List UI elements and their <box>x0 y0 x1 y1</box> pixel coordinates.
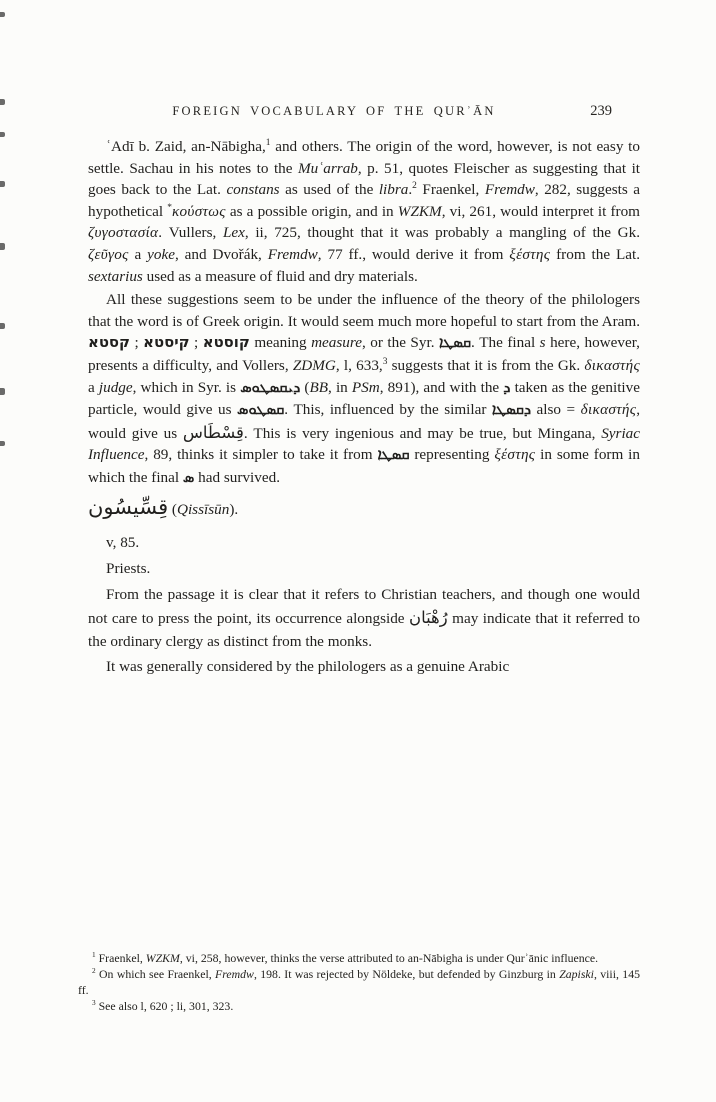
text-run: קיסטא <box>143 333 190 352</box>
text-run: Fremdw <box>484 181 535 199</box>
text-run: ( <box>300 378 310 396</box>
page-number: 239 <box>590 103 612 119</box>
entry-verse-reference: v, 85. <box>106 533 140 551</box>
text-run: ξέστης <box>494 446 536 464</box>
text-run: in some form in which the final <box>88 446 640 486</box>
text-run: , 282, suggests a hypothetical <box>88 181 640 220</box>
text-run: yoke <box>147 245 175 263</box>
text-run: here, however, presents a difficulty, and Vollers, <box>88 334 640 374</box>
text-run: , 89, thinks it simpler to take it from <box>144 446 378 464</box>
text-run: κούστως <box>171 202 226 220</box>
text-run: , or the Syr. <box>362 334 439 352</box>
text-run: , which in Syr. is <box>132 378 241 396</box>
text-run: . The final <box>471 334 540 352</box>
text-run: , 198. It was rejected by Nöldeke, but defended by Ginzburg in <box>253 966 560 981</box>
text-run: See also l, 620 ; li, 301, 323. <box>95 998 234 1013</box>
text-run: . This, influenced by the similar <box>284 401 492 419</box>
text-run: ܩܣܛܘܣ <box>237 402 285 419</box>
text-run: . Vullers, <box>158 224 223 242</box>
text-run: Lex <box>222 224 245 242</box>
text-run: 3 <box>382 356 388 367</box>
text-run: Zapiski <box>559 966 594 981</box>
text-run: , would give us <box>88 401 640 442</box>
paragraph-genuine-arabic: It was generally considered by the philologers as a genuine Arabic <box>106 658 510 676</box>
text-run: measure <box>311 334 362 352</box>
text-run: a <box>128 245 148 263</box>
text-run: libra <box>378 181 409 199</box>
text-run: ; <box>189 334 203 352</box>
text-run: , vi, 258, however, thinks the verse attributed to an-Nābigha is under Qurʾānic influence. <box>179 951 599 965</box>
text-run: קוסטא <box>202 333 250 352</box>
text-run: قِسِّيسُون <box>88 494 169 519</box>
text-run: קסטא <box>88 333 130 352</box>
text-run: All these suggestions seem to be under the influence of the theory of the philologers that the word is of Greek origin. It would seem much more hopeful to start from the Aram. <box>88 291 640 330</box>
scan-artifact <box>0 12 5 17</box>
text-run: 1 <box>265 137 271 148</box>
text-run: From the passage it is clear that it refers to Christian teachers, and though one would not care to press the point, its occurrence alongside <box>88 585 640 627</box>
paragraph-christian-teachers <box>88 583 640 654</box>
text-run: 2 <box>412 181 417 192</box>
text-run: , 891), and with the <box>379 378 504 396</box>
text-run: , p. 51, quotes Fleischer as suggesting that it goes back to the Lat. <box>88 159 641 199</box>
text-run: also = <box>531 401 581 419</box>
entry-headword-qissisun <box>88 492 640 525</box>
text-run: representing <box>409 446 495 464</box>
text-run: Fremdw <box>267 245 318 263</box>
text-run: ξέστης <box>509 245 551 263</box>
text-run: , viii, 145 ff. <box>78 966 641 997</box>
text-run: ζυγοστασία <box>88 224 159 242</box>
text-run: رُهْبَان <box>409 607 448 627</box>
text-run: WZKM <box>145 951 180 965</box>
scan-artifact <box>0 132 5 137</box>
text-run: WZKM <box>397 202 442 220</box>
text-run: s <box>539 334 546 352</box>
running-head <box>88 104 640 124</box>
text-run: , and Dvořák, <box>175 245 268 263</box>
text-run: ). <box>229 500 239 518</box>
text-run: judge <box>98 378 133 396</box>
scan-artifact <box>0 181 5 187</box>
paragraph-qistas-origin <box>88 136 640 287</box>
text-run: and others. The origin of the word, however, is not easy to settle. Sachau in his notes to the <box>88 138 640 177</box>
text-run: ʿAdī b. Zaid, an-Nābigha, <box>106 138 266 155</box>
text-run: 2 <box>92 965 96 975</box>
text-run: 1 <box>92 950 96 960</box>
text-run: Qissīsūn <box>176 500 230 518</box>
text-run: , in <box>328 378 352 396</box>
text-run: δικαστής <box>584 356 640 374</box>
footnote-1 <box>78 951 640 967</box>
paragraph-qistas-aramaic <box>88 289 640 489</box>
text-run: Fraenkel, <box>95 951 146 965</box>
text-run: قِسْطَاس <box>182 422 244 442</box>
text-run: used as a measure of fluid and dry materials. <box>142 267 418 285</box>
text-run: taken as the genitive particle, would give us <box>88 378 640 419</box>
scan-artifact <box>0 388 5 395</box>
footnotes-block <box>78 951 640 1015</box>
text-run: 3 <box>92 997 96 1007</box>
text-run: had survived. <box>194 468 280 486</box>
text-run: δικαστής <box>580 401 637 419</box>
text-run: , vi, 261, would interpret it from <box>441 202 640 220</box>
text-run: , ii, 725, thought that it was probably a mangling of the Gk. <box>244 224 641 242</box>
text-run: Fraenkel, <box>416 181 485 199</box>
text-run: as a possible origin, and in <box>225 202 398 220</box>
text-run: meaning <box>249 334 312 352</box>
page-title: FOREIGN VOCABULARY OF THE QURʾĀN <box>172 104 496 118</box>
text-run: On which see Fraenkel, <box>95 966 216 981</box>
text-run: ( <box>168 500 177 518</box>
scan-artifact <box>0 243 5 250</box>
text-run: ܕܝܩܣܛܘܣ <box>240 379 301 396</box>
text-run: Syriac Influence <box>88 424 641 464</box>
text-run: ܕܩܣܛܐ <box>491 402 532 419</box>
entry-gloss: Priests. <box>106 559 151 577</box>
text-run: ZDMG <box>292 356 336 374</box>
scan-artifact <box>0 441 5 446</box>
text-run: BB <box>309 378 329 396</box>
scan-artifact <box>0 99 5 105</box>
text-run: may indicate that it referred to the ordinary clergy as distinct from the monks. <box>88 609 640 650</box>
scan-artifact <box>0 323 5 329</box>
text-run: ; <box>130 334 144 352</box>
text-run: as used of the <box>279 181 379 199</box>
text-run: PSm <box>351 378 380 396</box>
footnote-3 <box>78 999 640 1015</box>
text-run: constans <box>226 181 280 199</box>
text-run: ζεῦγος <box>88 245 129 263</box>
text-run: * <box>167 202 172 213</box>
text-run: sextarius <box>88 267 143 285</box>
text-run: , l, 633, <box>335 356 383 374</box>
text-run: . This is very ingenious and may be true, but Mingana, <box>243 424 602 442</box>
text-run: ܩܣܛܐ <box>377 447 410 464</box>
text-run: from the Lat. <box>550 245 640 263</box>
text-run: ܕ <box>503 379 511 396</box>
text-run: . <box>408 181 413 199</box>
footnote-2 <box>78 967 640 999</box>
text-run: Muʿarrab <box>297 159 358 177</box>
text-run: , 77 ff., would derive it from <box>317 245 510 263</box>
text-run: ܣ <box>182 469 195 486</box>
text-run: a <box>88 378 99 396</box>
text-run: suggests that it is from the Gk. <box>387 356 585 374</box>
text-block <box>88 136 640 678</box>
text-run: Fremdw <box>215 966 254 981</box>
text-run: ܩܣܛܐ <box>438 335 471 352</box>
